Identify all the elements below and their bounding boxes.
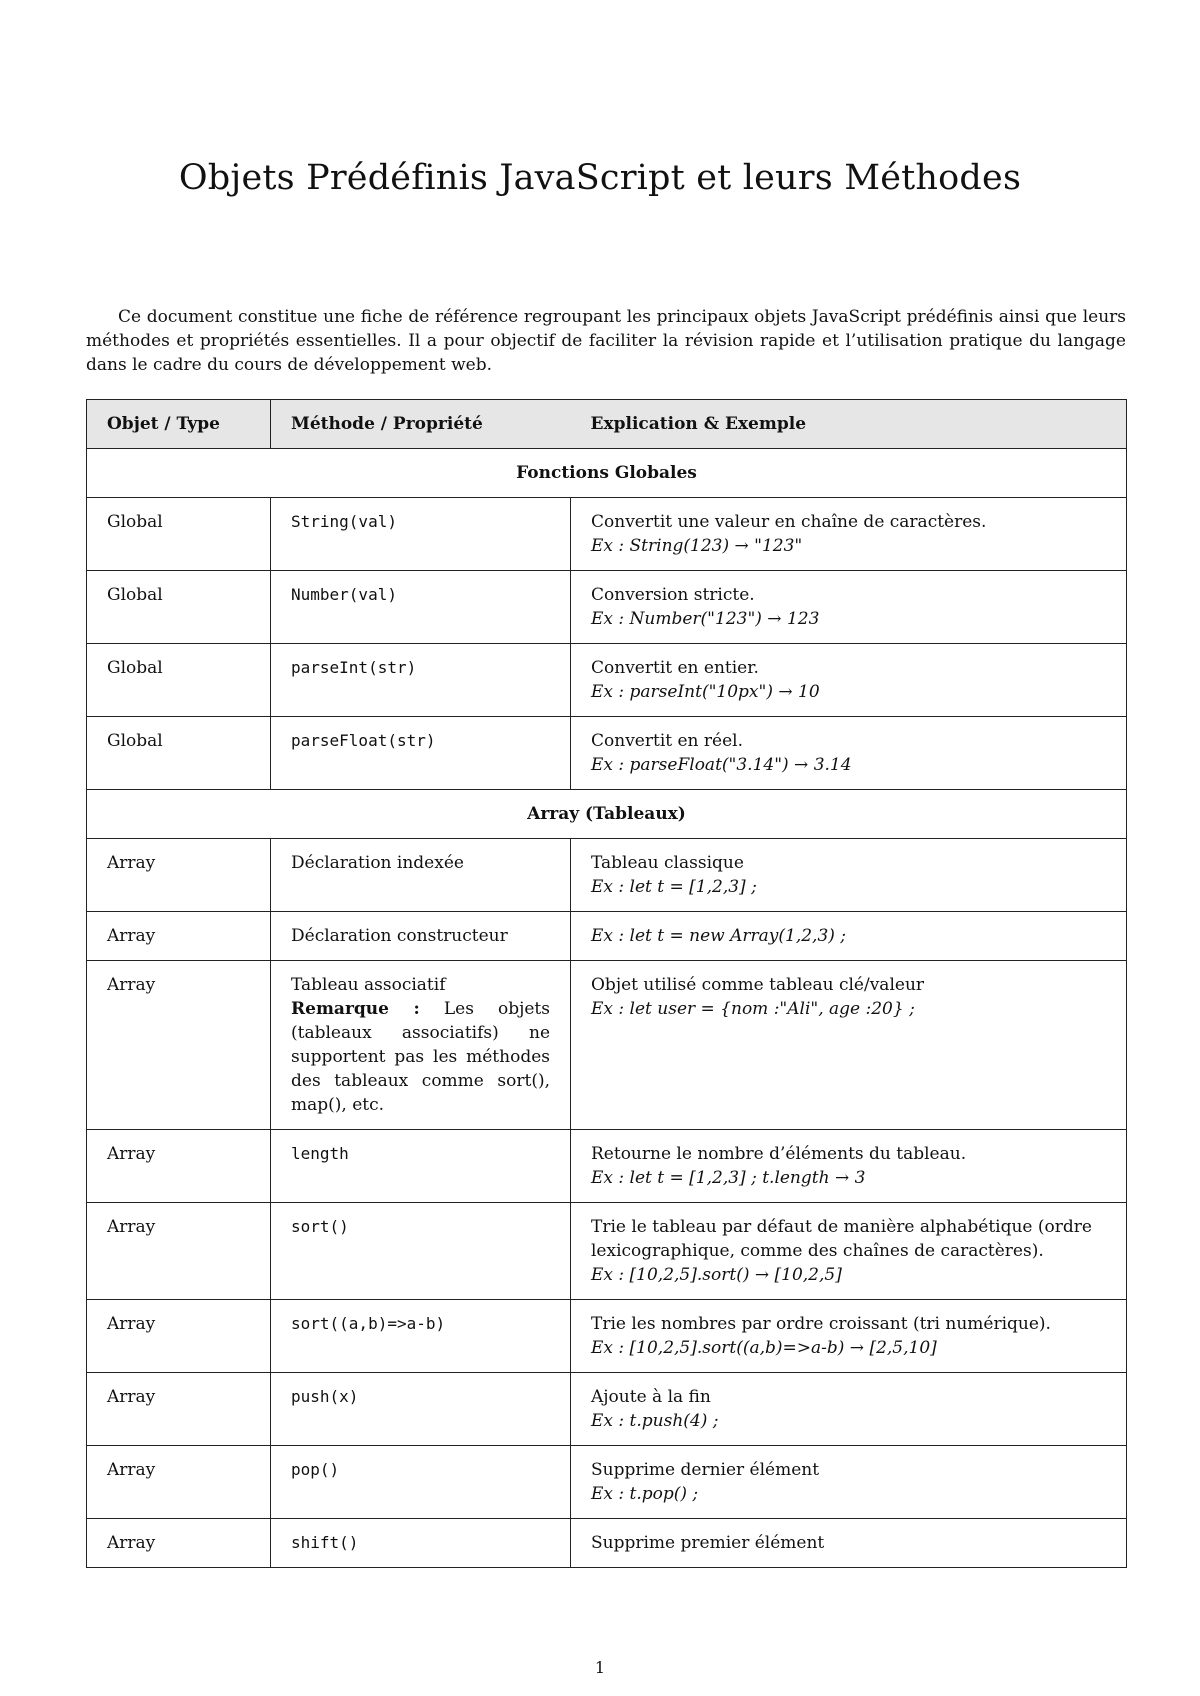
cell-object-type: Array <box>87 1519 271 1568</box>
cell-explanation <box>571 644 1127 717</box>
section-title: Fonctions Globales <box>87 449 1127 498</box>
cell-method <box>271 839 571 912</box>
example-text: Ex : parseFloat("3.14") → 3.14 <box>591 755 852 775</box>
table-row <box>87 717 1127 790</box>
note-label: Remarque : <box>291 999 420 1019</box>
table-row <box>87 1519 1127 1568</box>
example-text: Ex : [10,2,5].sort((a,b)=>a-b) → [2,5,10] <box>591 1338 937 1358</box>
cell-method <box>271 1130 571 1203</box>
example-text: Ex : t.push(4) ; <box>591 1411 719 1431</box>
explanation-text: Convertit en réel. <box>591 731 743 751</box>
cell-explanation <box>571 912 1127 961</box>
table-header-row <box>87 400 1127 449</box>
cell-method <box>271 1203 571 1300</box>
table-row <box>87 644 1127 717</box>
method-name: Tableau associatif <box>291 975 446 995</box>
cell-explanation <box>571 1130 1127 1203</box>
explanation-text: Conversion stricte. <box>591 585 755 605</box>
method-name: String(val) <box>291 512 397 531</box>
section-title: Array (Tableaux) <box>87 790 1127 839</box>
explanation-text: Ajoute à la fin <box>591 1387 711 1407</box>
reference-table <box>86 399 1127 1568</box>
explanation-text: Trie les nombres par ordre croissant (tri numérique). <box>591 1314 1051 1334</box>
cell-object-type: Array <box>87 839 271 912</box>
explanation-text: Trie le tableau par défaut de manière alphabétique (ordre lexicographique, comme des chaînes de caractères). <box>591 1217 1092 1261</box>
cell-explanation <box>571 717 1127 790</box>
table-row <box>87 1446 1127 1519</box>
cell-object-type: Array <box>87 1373 271 1446</box>
method-name: parseFloat(str) <box>291 731 436 750</box>
example-text: Ex : Number("123") → 123 <box>591 609 820 629</box>
table-body <box>87 449 1127 1568</box>
method-name: push(x) <box>291 1387 359 1406</box>
cell-object-type: Array <box>87 1446 271 1519</box>
cell-explanation <box>571 1373 1127 1446</box>
method-name: parseInt(str) <box>291 658 417 677</box>
cell-object-type: Array <box>87 912 271 961</box>
table-row <box>87 912 1127 961</box>
page-title: Objets Prédéfinis JavaScript et leurs Méthodes <box>178 158 1022 198</box>
explanation-text: Retourne le nombre d’éléments du tableau. <box>591 1144 967 1164</box>
table-row <box>87 1130 1127 1203</box>
cell-method <box>271 1300 571 1373</box>
section-row <box>87 449 1127 498</box>
explanation-text: Convertit en entier. <box>591 658 759 678</box>
example-text: Ex : parseInt("10px") → 10 <box>591 682 820 702</box>
method-name: sort() <box>291 1217 349 1236</box>
table-row <box>87 961 1127 1130</box>
cell-explanation <box>571 1446 1127 1519</box>
section-row <box>87 790 1127 839</box>
table-row <box>87 1373 1127 1446</box>
cell-object-type: Array <box>87 1203 271 1300</box>
page-number: 1 <box>594 1658 606 1677</box>
cell-object-type: Array <box>87 961 271 1130</box>
example-text: Ex : t.pop() ; <box>591 1484 699 1504</box>
example-text: Ex : let t = [1,2,3] ; <box>591 877 757 897</box>
cell-method <box>271 1446 571 1519</box>
cell-method <box>271 717 571 790</box>
cell-explanation <box>571 961 1127 1130</box>
cell-explanation <box>571 571 1127 644</box>
cell-object-type: Global <box>87 571 271 644</box>
table-row <box>87 498 1127 571</box>
table-row <box>87 571 1127 644</box>
method-name: Déclaration indexée <box>291 853 464 873</box>
cell-object-type: Global <box>87 498 271 571</box>
cell-method <box>271 1373 571 1446</box>
explanation-text: Supprime premier élément <box>591 1533 825 1553</box>
cell-method <box>271 961 571 1130</box>
method-name: sort((a,b)=>a-b) <box>291 1314 446 1333</box>
note-text: Les objets (tableaux associatifs) ne supportent pas les méthodes des tableaux comme sort(), map(), etc. <box>291 999 550 1115</box>
cell-explanation <box>571 839 1127 912</box>
example-text: Ex : let t = [1,2,3] ; t.length → 3 <box>591 1168 866 1188</box>
cell-method <box>271 571 571 644</box>
cell-object-type: Global <box>87 717 271 790</box>
table-row <box>87 839 1127 912</box>
explanation-text: Tableau classique <box>591 853 744 873</box>
example-text: Ex : let t = new Array(1,2,3) ; <box>591 926 847 946</box>
cell-explanation <box>571 1203 1127 1300</box>
cell-explanation <box>571 1519 1127 1568</box>
header-object-type: Objet / Type <box>87 400 271 449</box>
header-explanation-example: Explication & Exemple <box>571 400 1127 449</box>
table-row <box>87 1203 1127 1300</box>
method-note <box>291 997 550 1117</box>
cell-object-type: Global <box>87 644 271 717</box>
method-name: pop() <box>291 1460 340 1479</box>
cell-object-type: Array <box>87 1130 271 1203</box>
example-text: Ex : let user = {nom :"Ali", age :20} ; <box>591 999 915 1019</box>
intro-paragraph: Ce document constitue une fiche de référence regroupant les principaux objets JavaScript prédéfinis ainsi que leurs méthodes et propriétés essentielles. Il a pour objectif de faciliter la révision rapide et l’utilisation pratique du langage dans le cadre du cours de développement web. <box>86 307 1126 375</box>
example-text: Ex : String(123) → "123" <box>591 536 803 556</box>
cell-method <box>271 1519 571 1568</box>
header-method-property: Méthode / Propriété <box>271 400 571 449</box>
method-name: Number(val) <box>291 585 397 604</box>
explanation-text: Objet utilisé comme tableau clé/valeur <box>591 975 925 995</box>
cell-object-type: Array <box>87 1300 271 1373</box>
cell-explanation <box>571 498 1127 571</box>
cell-explanation <box>571 1300 1127 1373</box>
cell-method <box>271 644 571 717</box>
method-name: shift() <box>291 1533 359 1552</box>
method-name: length <box>291 1144 349 1163</box>
example-text: Ex : [10,2,5].sort() → [10,2,5] <box>591 1265 842 1285</box>
explanation-text: Supprime dernier élément <box>591 1460 820 1480</box>
cell-method <box>271 912 571 961</box>
explanation-text: Convertit une valeur en chaîne de caractères. <box>591 512 987 532</box>
cell-method <box>271 498 571 571</box>
table-row <box>87 1300 1127 1373</box>
method-name: Déclaration constructeur <box>291 926 508 946</box>
